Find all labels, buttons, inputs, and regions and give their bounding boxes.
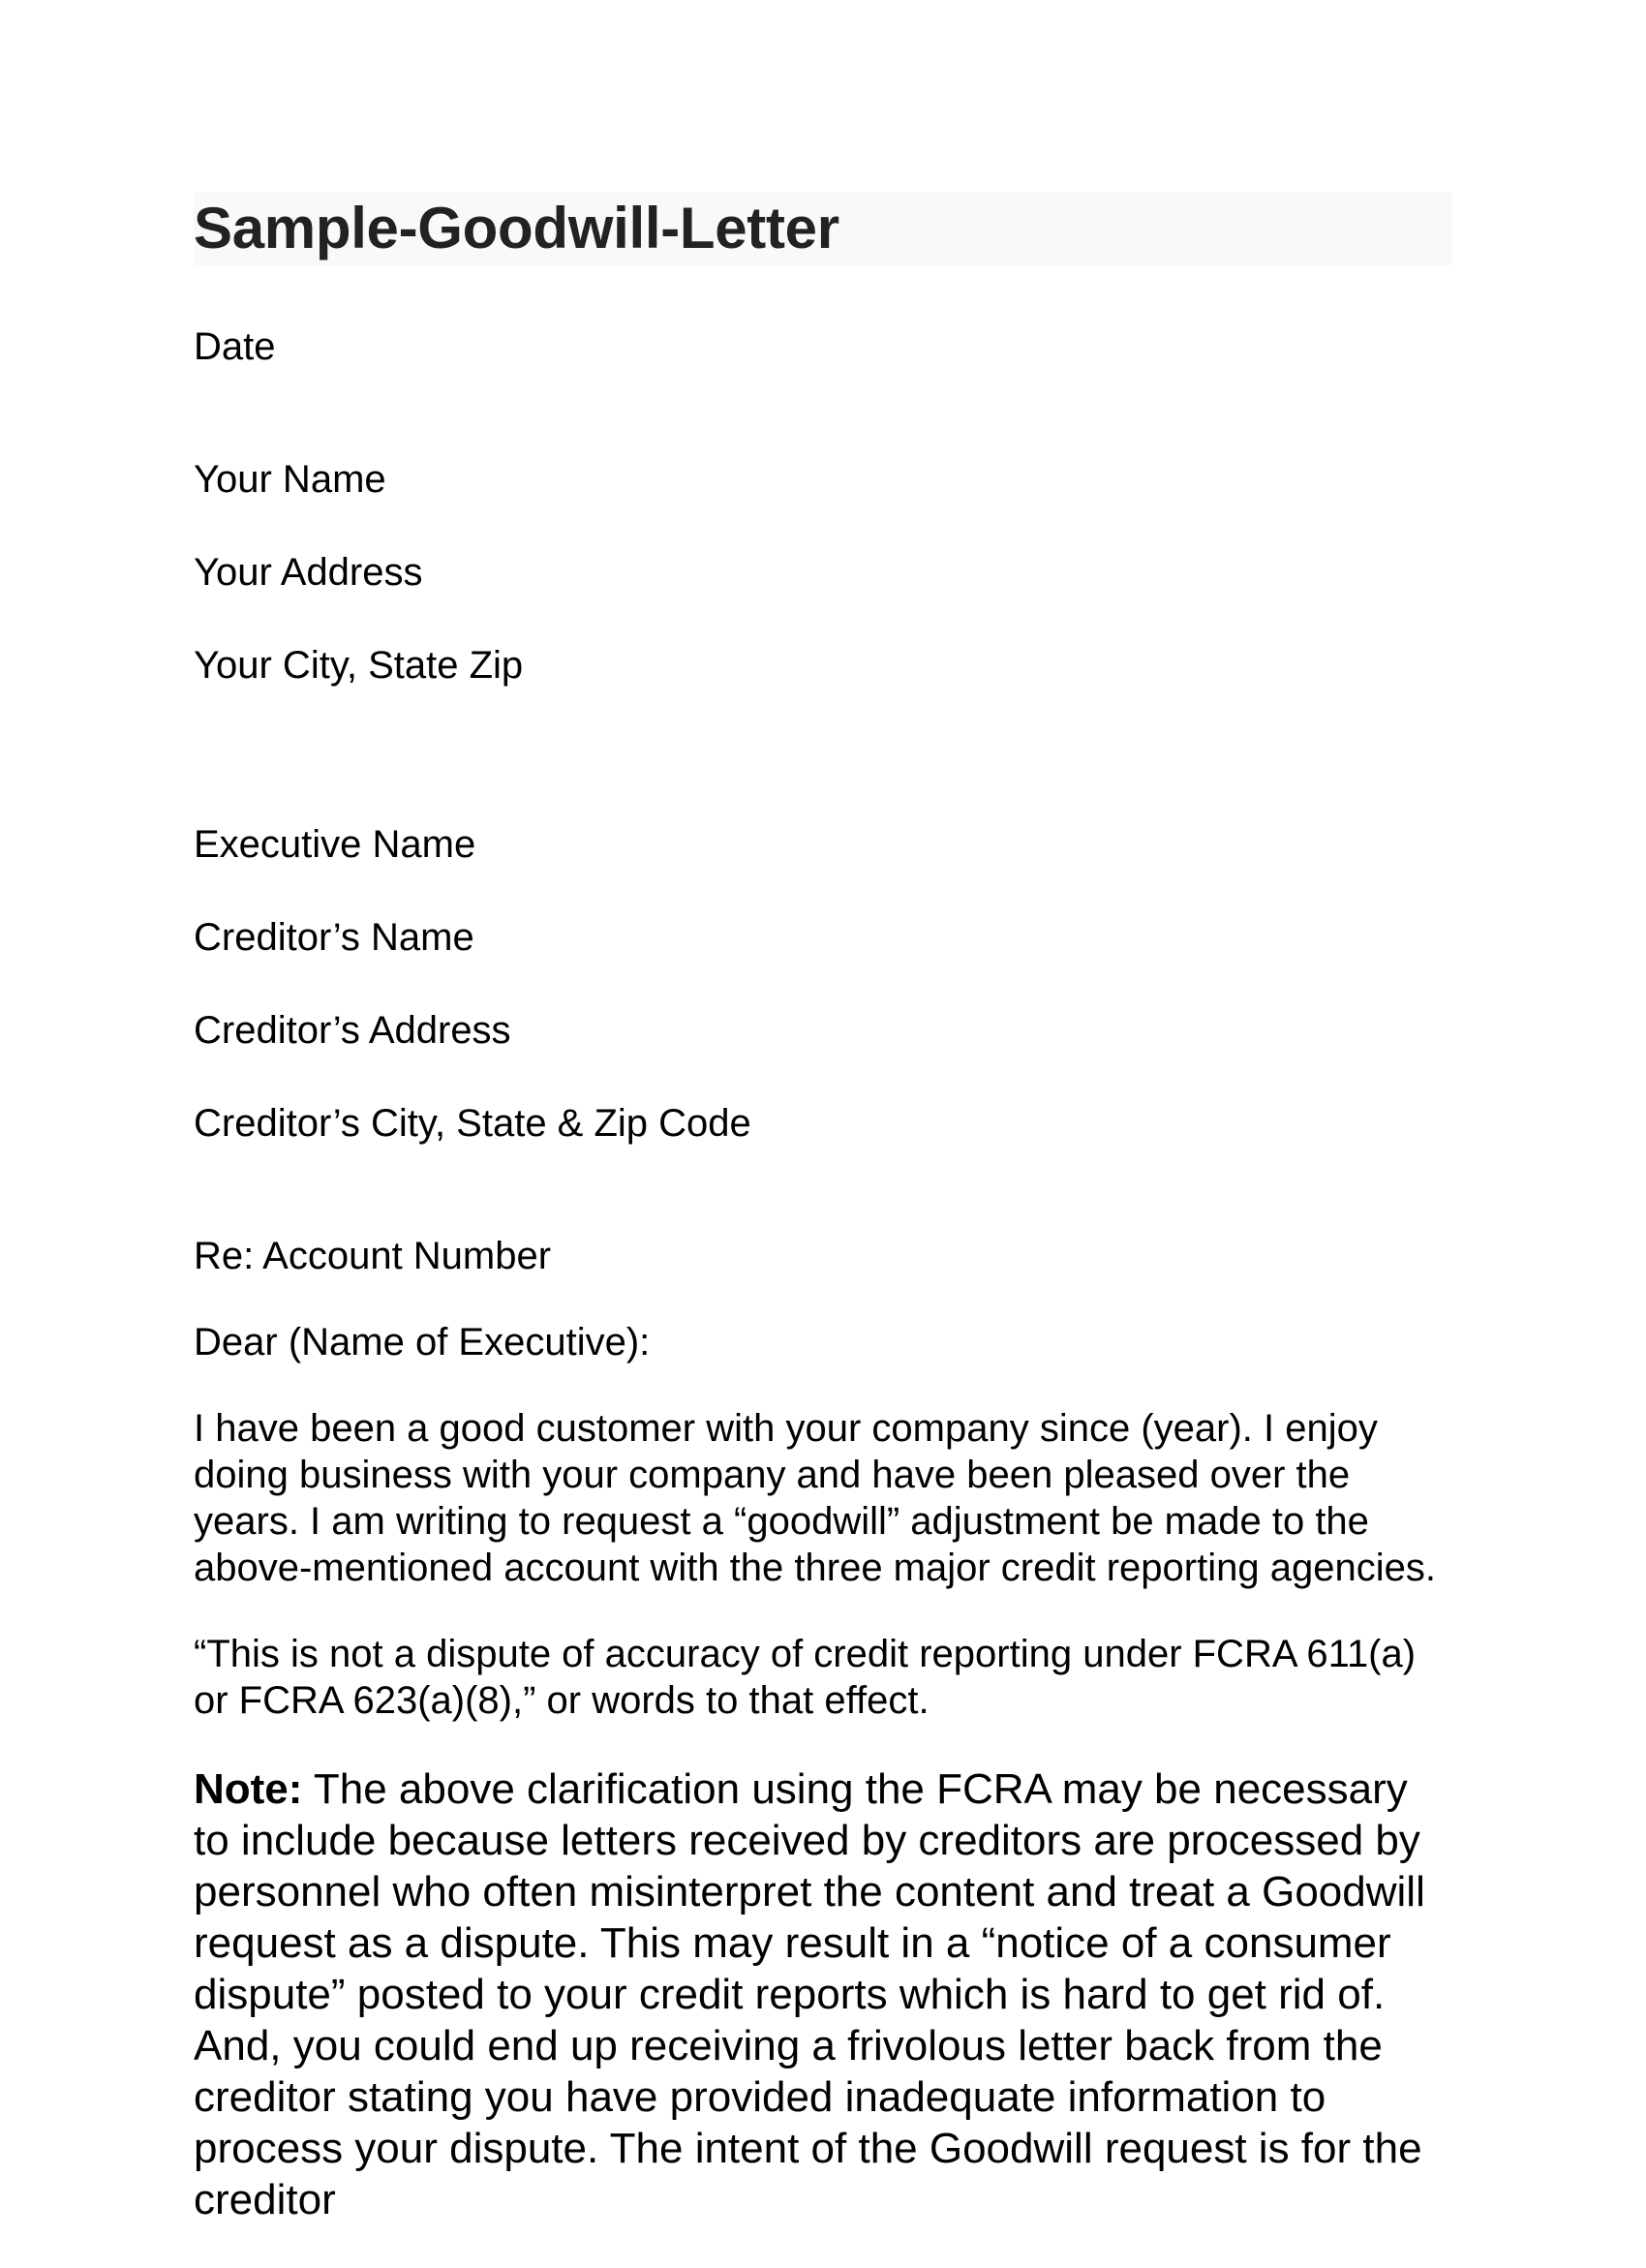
body-paragraph: I have been a good customer with your company since (year). I enjoy doing business with your company and have been pleased over the years. I am writing to request a “goodwill” adjustment be made to the above-mentioned account with the three major credit reporting agencies. [194, 1407, 1436, 1589]
title-bar [194, 192, 1452, 265]
sender-name: Your Name [194, 458, 386, 501]
note-label: Note: [194, 1765, 303, 1813]
sender-address-block [194, 410, 1452, 735]
recipient-address-block [194, 775, 1452, 1193]
re-line: Re: Account Number [194, 1235, 552, 1277]
executive-name: Executive Name [194, 823, 476, 866]
creditor-name: Creditor’s Name [194, 916, 474, 959]
creditor-city-state-zip: Creditor’s City, State & Zip Code [194, 1102, 751, 1145]
letter-page [194, 192, 1452, 2268]
note-text: The above clarification using the FCRA may be necessary to include because letters received by creditors are processed by personnel who often misinterpret the content and treat a Goodwill request as a dispute. This may result in a “notice of a consumer dispute” posted to your credit reports which is hard to get rid of. And, you could end up receiving a frivolous letter back from the creditor stating you have provided inadequate information to process your dispute. The intent of the Goodwill request is for the creditor [194, 1765, 1425, 2223]
document-title: Sample-Goodwill-Letter [194, 196, 839, 261]
creditor-address: Creditor’s Address [194, 1009, 511, 1052]
note-paragraph [194, 1763, 1452, 2225]
salutation: Dear (Name of Executive): [194, 1321, 651, 1364]
fcra-quote-paragraph: “This is not a dispute of accuracy of credit reporting under FCRA 611(a) or FCRA 623(a)(8),” or words to that effect. [194, 1633, 1417, 1722]
sender-city-state-zip: Your City, State Zip [194, 644, 524, 687]
date-line: Date [194, 325, 276, 368]
sender-address: Your Address [194, 551, 423, 594]
